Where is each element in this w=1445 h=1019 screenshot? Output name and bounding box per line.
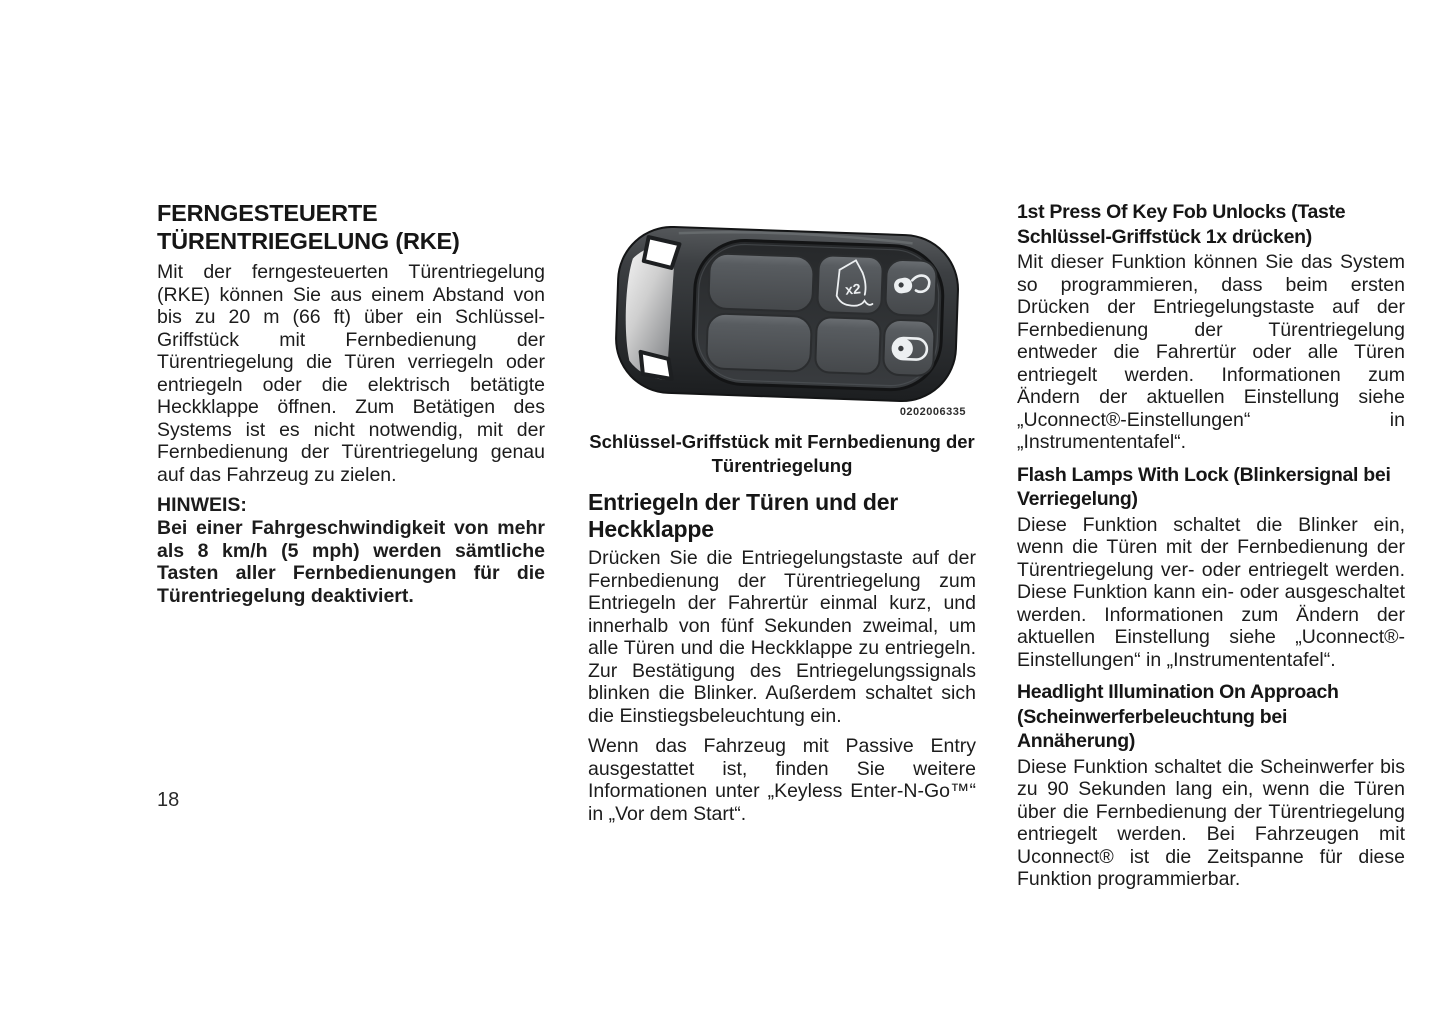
right-column: [1017, 200, 1405, 891]
left-column: [157, 199, 545, 607]
fob-button-blank-bottom-middle: [815, 317, 881, 374]
key-fob-figure: [588, 226, 976, 478]
fob-button-blank-bottom-left: [706, 313, 812, 372]
section-headlight-illumination: [1017, 680, 1405, 891]
unlock-doors-heading: Entriegeln der Türen und der Heckklappe: [588, 489, 899, 542]
flash-lamps-body: Diese Funktion schaltet die Blinker ein, wenn die Türen mit der Fernbedienung der Türentriegelung ver- oder entriegelt werden. Diese Funktion kann ein- oder ausgeschaltet werden. Informationen zum Ändern der aktuellen Einstellung siehe „Uconnect®-Einstellungen“ in „Instrumententafel“.: [1017, 513, 1405, 671]
note-block: [157, 494, 545, 607]
key-ring-slot-top: [644, 237, 680, 268]
first-press-body: Mit dieser Funktion können Sie das System so programmieren, dass beim ersten Drücken der Entriegelungstaste auf der Fernbedienung der Türentriegelung entweder die Fahrertür oder alle Türen entriegelt werden. Informationen zum Ändern der aktuellen Einstellung siehe „Uconnect®-Einstellungen“ in „Instrumententafel“.: [1017, 251, 1405, 453]
page-number: 18: [157, 789, 180, 811]
section-flash-lamps: [1017, 463, 1405, 672]
first-press-heading: 1st Press Of Key Fob Unlocks (Taste Schlüssel-Griffstück 1x drücken): [1017, 201, 1346, 248]
middle-column: [588, 226, 976, 825]
note-text: Bei einer Fahrgeschwindigkeit von mehr als 8 km/h (5 mph) werden sämtliche Tasten aller Fernbedienungen für die Türentriegelung deaktiviert.: [157, 517, 545, 607]
headlight-illumination-heading: Headlight Illumination On Approach (Scheinwerferbeleuchtung bei Annäherung): [1017, 681, 1339, 752]
figure-number: 0202006335: [899, 406, 966, 418]
headlight-illumination-body: Diese Funktion schaltet die Scheinwerfer bis zu 90 Sekunden lang ein, wenn die Türen über die Fernbedienung der Türentriegelung entriegelt werden. Bei Fahrzeugen mit Uconnect® ist die Zeitspanne für diese Funktion programmierbar.: [1017, 755, 1405, 890]
flash-lamps-heading: Flash Lamps With Lock (Blinkersignal bei Verriegelung): [1017, 463, 1391, 510]
fob-button-blank-top-left: [708, 253, 814, 312]
intro-paragraph: Mit der ferngesteuerten Türentriegelung (RKE) können Sie aus einem Abstand von bis zu 20 m (66 ft) über ein Schlüssel-Griffstück mit Fernbedienung der Türentriegelung die Türen verriegeln oder entriegeln oder die elektrisch betätigte Heckklappe öffnen. Zum Betätigen des Systems ist es nicht notwendig, mit der Fernbedienung der Türentriegelung genau auf das Fahrzeug zu zielen.: [157, 261, 545, 486]
section-title: FERNGESTEUERTE TÜRENTRIEGELUNG (RKE): [157, 200, 460, 254]
figure-caption: Schlüssel-Griffstück mit Fernbedienung der Türentriegelung: [589, 431, 975, 476]
unlock-doors-paragraph-1: Drücken Sie die Entriegelungstaste auf der Fernbedienung der Türentriegelung zum Entriegeln der Fahrertür einmal kurz, und innerhalb von fünf Sekunden zweimal, um alle Türen und die Heckklappe zu entriegeln. Zur Bestätigung des Entriegelungssignals blinken die Blinker. Außerdem schaltet sich die Einstiegsbeleuchtung ein.: [588, 547, 976, 727]
unlock-doors-paragraph-2: Wenn das Fahrzeug mit Passive Entry ausgestattet ist, finden Sie weitere Informationen unter „Keyless Enter-N-Go™“ in „Vor dem Start“.: [588, 735, 976, 825]
section-first-press: [1017, 200, 1405, 454]
note-label: HINWEIS:: [157, 494, 247, 516]
liftgate-x2-label: x2: [844, 280, 862, 298]
key-fob-illustration: [614, 226, 960, 404]
